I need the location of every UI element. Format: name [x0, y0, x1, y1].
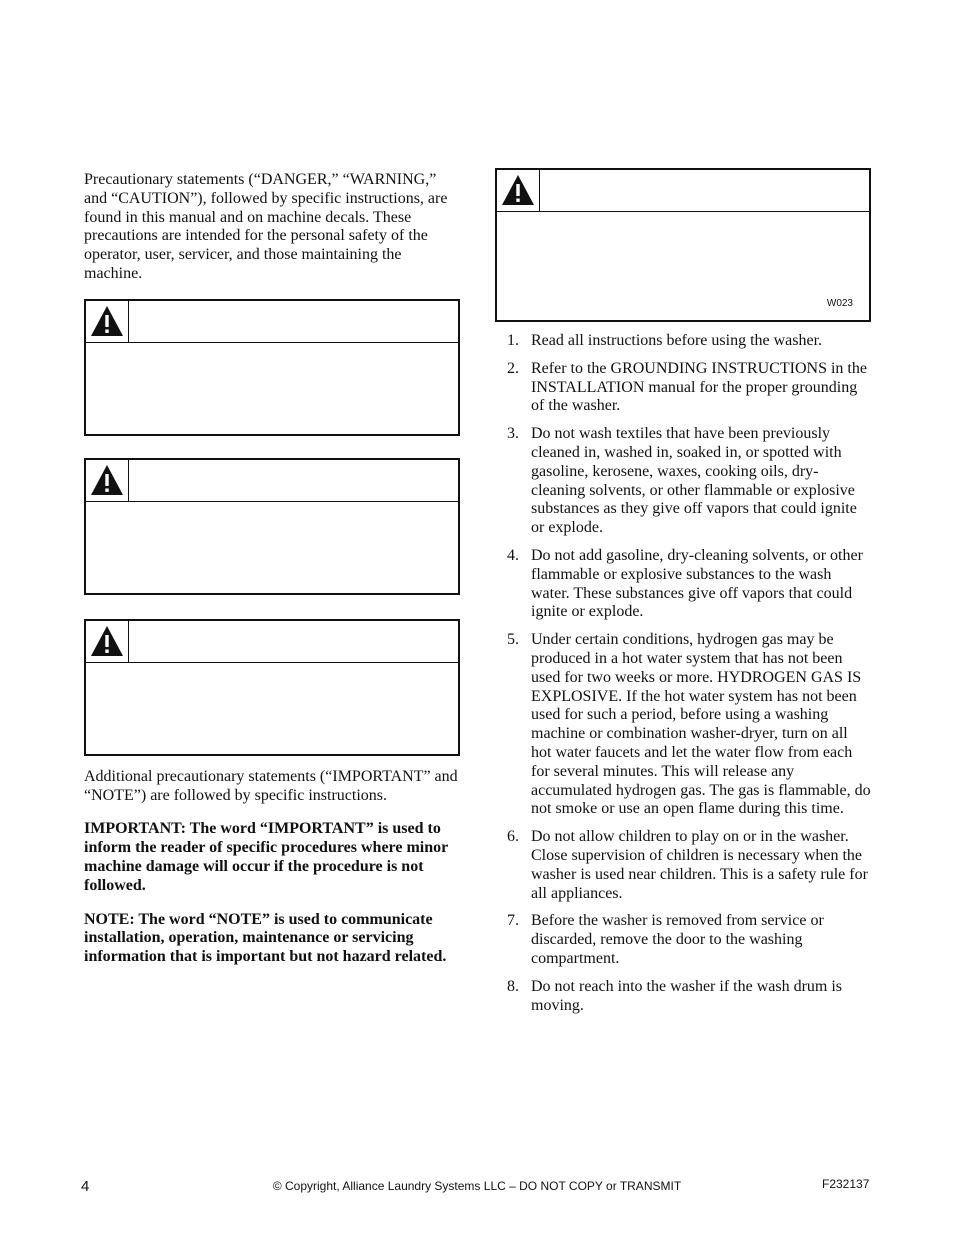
- warning-triangle-icon: [497, 170, 540, 211]
- list-item: 1. Read all instructions before using the washer.: [507, 332, 823, 349]
- list-item: 4. Do not add gasoline, dry-cleaning solvents, or other flammable or explosive substances to the wash water. These substances give off vapors that could ignite or explode.: [507, 546, 863, 621]
- danger-box-header: [86, 301, 458, 343]
- left-column: [84, 171, 460, 967]
- list-item: 3. Do not wash textiles that have been previously cleaned in, washed in, soaked in, or spotted with gasoline, kerosene, waxes, cooking oils, dry-cleaning solvents, or other flammable or explosive substances as they give off vapors that could ignite or explode.: [507, 425, 857, 537]
- list-item: 8. Do not reach into the washer if the wash drum is moving.: [507, 977, 843, 1014]
- list-item: 2. Refer to the GROUNDING INSTRUCTIONS in the INSTALLATION manual for the proper grounding of the washer.: [507, 359, 867, 415]
- intro-paragraph: Precautionary statements (“DANGER,” “WARNING,” and “CAUTION”), followed by specific instructions, are found in this manual and on machine decals. These precautions are intended for the personal safety of the operator, user, servicer, and those maintaining the machine.: [84, 171, 448, 282]
- warning-triangle-icon: [86, 460, 129, 501]
- warning-triangle-icon: [86, 621, 129, 662]
- caution-box: [84, 619, 460, 756]
- list-item: 5. Under certain conditions, hydrogen gas may be produced in a hot water system that has not been used for two weeks or more. HYDROGEN GAS IS EXPLOSIVE. If the hot water system has not been used for such a period, before using a washing machine or combination washer-dryer, turn on all hot water faucets and let the water flow from each for several minutes. This will release any accumulated hydrogen gas. The gas is flammable, do not smoke or use an open flame during this time.: [507, 631, 871, 818]
- additional-paragraph: Additional precautionary statements (“IMPORTANT” and “NOTE”) are followed by specific instructions.: [84, 767, 458, 804]
- warning-box: [84, 458, 460, 595]
- danger-box: [84, 299, 460, 436]
- note-paragraph: NOTE: The word “NOTE” is used to communicate installation, operation, maintenance or servicing information that is important but not hazard related.: [84, 910, 447, 966]
- document-number: F232137: [822, 1177, 870, 1191]
- instruction-list: [495, 332, 871, 1015]
- safety-warning-box: [495, 168, 871, 322]
- right-column: [495, 168, 871, 1024]
- warning-box-header: [86, 460, 458, 502]
- list-item: 7. Before the washer is removed from service or discarded, remove the door to the washing compartment.: [507, 912, 824, 967]
- warning-code: W023: [826, 298, 853, 309]
- caution-box-header: [86, 621, 458, 663]
- list-item: 6. Do not allow children to play on or in the washer. Close supervision of children is necessary when the washer is used near children. This is a safety rule for all appliances.: [507, 828, 868, 902]
- important-paragraph: IMPORTANT: The word “IMPORTANT” is used to inform the reader of specific procedures where minor machine damage will occur if the procedure is not followed.: [84, 820, 448, 894]
- safety-warning-box-header: [497, 170, 869, 212]
- warning-triangle-icon: [86, 301, 129, 342]
- copyright-notice: © Copyright, Alliance Laundry Systems LLC – DO NOT COPY or TRANSMIT: [272, 1179, 682, 1193]
- page-number: 4: [81, 1178, 90, 1195]
